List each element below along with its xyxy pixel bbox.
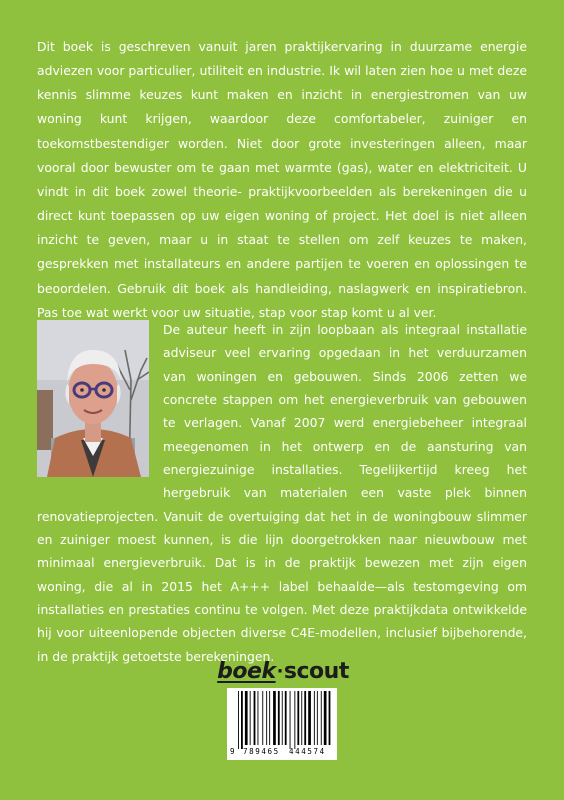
isbn-barcode — [227, 688, 337, 760]
photo-spacer — [37, 318, 163, 484]
author-bio-text: De auteur heeft in zijn loopbaan als integraal installatie adviseur veel ervaring opgedaan in het verduurzamen van woningen en gebouwen. Sinds 2006 zetten we concrete stappen om het energieverbruik van gebouwen te verlagen. Vanaf 2007 werd energiebeheer integraal meegenomen in het ontwerp en de aansturing van energiezuinige installaties. Tegelijkertijd kreeg het hergebruik van materialen een vaste plek binnen renovatieprojecten. Vanuit de overtuiging dat het in de woningbouw slimmer en zuiniger moest kunnen, is die lijn doorgetrokken naar nieuwbouw met minimaal energieverbruik. Dat is in de praktijk bewezen met zijn eigen woning, die al in 2015 het A+++ label behaalde—als testomgeving om installaties en prestaties continu te volgen. Met deze praktijkdata ontwikkelde hij voor uiteenlopende objecten diverse C4E-modellen, inclusief bijbehorende, in de praktijk getoetste berekeningen. — [37, 322, 527, 664]
logo-part-scout: scout — [283, 658, 349, 684]
barcode-bar — [285, 691, 287, 745]
barcode-bar — [241, 691, 243, 749]
barcode-bar — [258, 691, 259, 745]
logo-part-boek: boek — [217, 658, 276, 684]
barcode-bar — [269, 691, 270, 745]
barcode-bar — [262, 691, 263, 745]
barcode-bar — [308, 691, 311, 745]
barcode-bar — [245, 691, 248, 745]
barcode-group-2: 444574 — [289, 747, 326, 756]
intro-paragraph: Dit boek is geschreven vanuit jaren praktijkervaring in duurzame energie adviezen voor particulier, utiliteit en industrie. Ik wil laten zien hoe u met deze kennis slimme keuzes kunt maken en inzicht in energiestromen van uw woning kunt krijgen, waardoor deze comfortabeler, zuiniger en toekomstbestendiger worden. Niet door grote investeringen alleen, maar vooral door bewuster om te gaan met warmte (gas), water en elektriciteit. U vindt in dit boek zowel theorie- praktijkvoorbeelden als berekeningen die u direct kunt toepassen op uw eigen woning of project. Het doel is niet alleen inzicht te geven, maar u in staat te stellen om zelf keuzes te maken, gesprekken met installateurs en andere partijen te voeren en oplossingen te beoordelen. Gebruik dit boek als handleiding, naslagwerk en inspiratiebron. Pas toe wat werkt voor uw situatie, stap voor stap komt u al ver. — [37, 39, 527, 320]
barcode-bar — [301, 691, 302, 745]
barcode-bar — [250, 691, 251, 745]
barcode-bar — [254, 691, 256, 745]
barcode-group-1: 789465 — [243, 747, 280, 756]
logo-separator: · — [276, 660, 283, 682]
barcode-bar — [324, 691, 327, 745]
barcode-bar — [282, 691, 283, 745]
barcode-bar — [273, 691, 276, 745]
publisher-logo — [217, 656, 349, 686]
barcode-bar — [314, 691, 315, 745]
barcode-bar — [278, 691, 280, 745]
barcode-bar — [321, 691, 322, 745]
barcode-digits — [227, 747, 337, 759]
barcode-bar — [266, 691, 267, 745]
barcode-bar — [290, 691, 291, 749]
barcode-bar — [294, 691, 295, 749]
barcode-lead-digit: 9 — [230, 747, 235, 756]
barcode-bar — [329, 691, 331, 745]
barcode-bar — [238, 691, 239, 749]
author-bio — [37, 318, 527, 668]
barcode-bar — [297, 691, 299, 745]
barcode-bar — [317, 691, 318, 745]
barcode-bar — [304, 691, 306, 745]
